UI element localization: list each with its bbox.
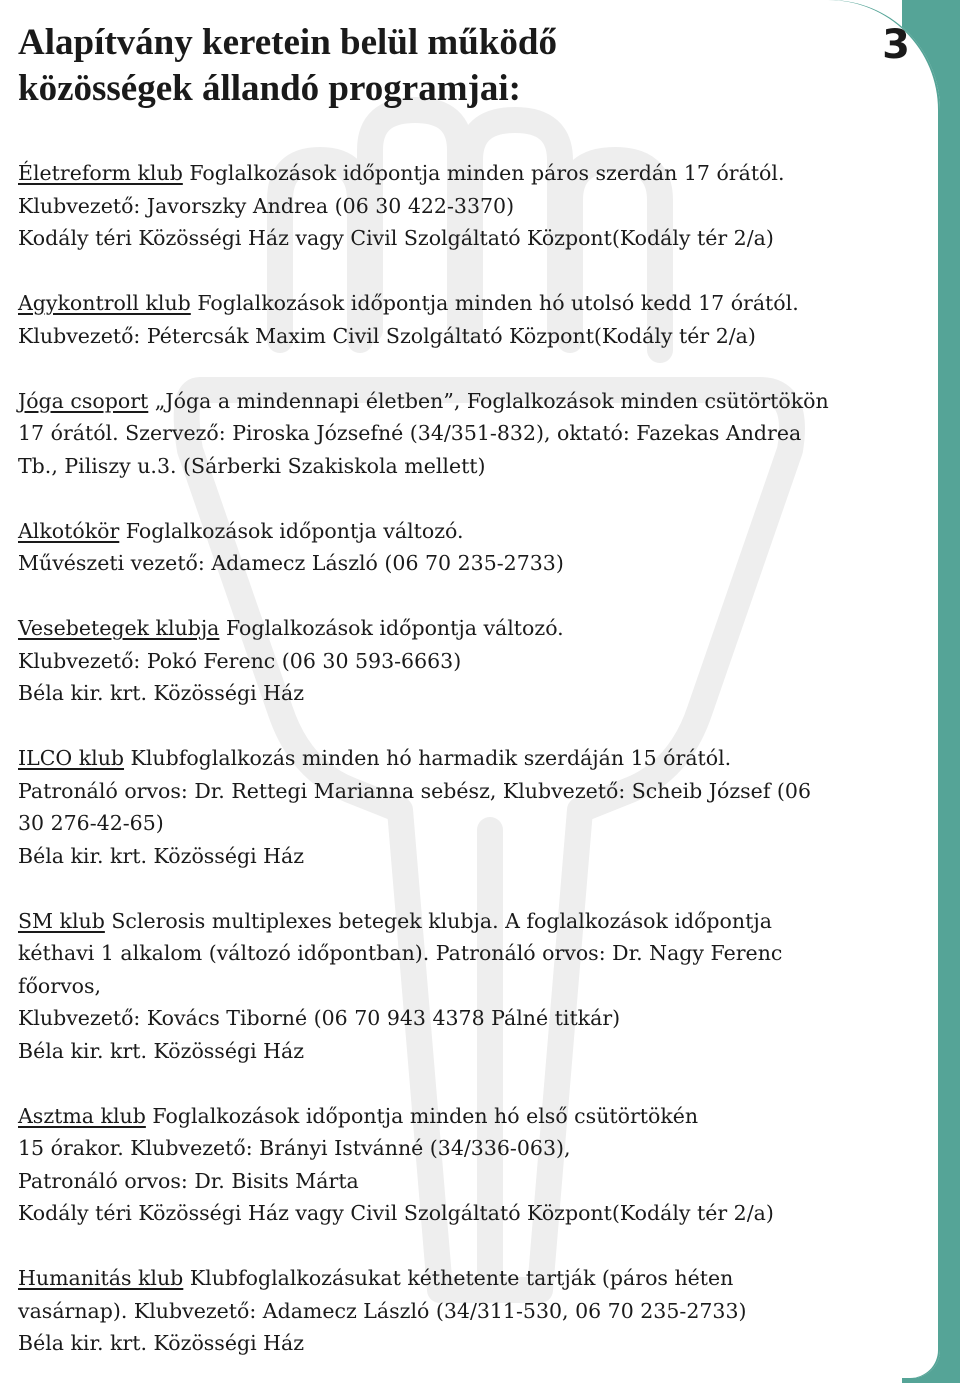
club-entry xyxy=(18,905,930,1068)
club-text: Klubfoglalkozás minden hó harmadik szerdáján 15 órától. xyxy=(124,746,732,770)
club-text: „Jóga a mindennapi életben”, Foglalkozások minden csütörtökön xyxy=(148,388,829,413)
club-line xyxy=(18,450,930,483)
club-line xyxy=(18,1262,930,1295)
club-text: Béla kir. krt. Közösségi Ház xyxy=(18,1038,305,1063)
club-line xyxy=(18,970,930,1003)
club-line xyxy=(18,1165,930,1198)
page-title xyxy=(18,20,778,112)
club-line xyxy=(18,905,930,938)
club-line xyxy=(18,742,930,775)
club-name: Agykontroll klub xyxy=(18,291,191,315)
club-line xyxy=(18,840,930,873)
club-text: 30 276-42-65) xyxy=(18,811,164,835)
club-text: Foglalkozások időpontja változó. xyxy=(219,616,564,640)
club-line xyxy=(18,937,930,970)
club-name: ILCO klub xyxy=(18,746,125,770)
club-list xyxy=(18,157,930,1392)
club-line xyxy=(18,807,930,840)
club-name: Vesebetegek klubja xyxy=(18,616,220,640)
club-line xyxy=(18,677,930,710)
club-text: főorvos, xyxy=(18,973,102,998)
club-line xyxy=(18,1132,930,1165)
club-name: Humanitás klub xyxy=(18,1266,184,1290)
club-text: Foglalkozások időpontja minden hó első csütörtökén xyxy=(145,1103,699,1128)
title-line-2: közösségek állandó programjai: xyxy=(18,68,521,109)
club-line xyxy=(18,645,930,678)
club-entry xyxy=(18,287,930,352)
club-entry xyxy=(18,157,930,255)
club-text: Foglalkozások időpontja változó. xyxy=(119,518,464,543)
club-name: SM klub xyxy=(18,908,105,933)
club-entry xyxy=(18,742,930,872)
title-line-1: Alapítvány keretein belül működő xyxy=(18,22,557,63)
club-name: Jóga csoport xyxy=(18,388,149,413)
club-text: Sclerosis multiplexes betegek klubja. A foglalkozások időpontja xyxy=(104,908,772,933)
club-name: Alkotókör xyxy=(18,518,120,543)
club-line xyxy=(18,385,930,418)
club-text: vasárnap). Klubvezető: Adamecz László (34/311-530, 06 70 235-2733) xyxy=(18,1298,747,1323)
club-line xyxy=(18,1035,930,1068)
club-text: Tb., Piliszy u.3. (Sárberki Szakiskola mellett) xyxy=(18,453,486,478)
club-line xyxy=(18,1327,930,1360)
club-text: Kodály téri Közösségi Ház vagy Civil Szolgáltató Központ(Kodály tér 2/a) xyxy=(18,226,774,250)
club-text: Klubvezető: Kovács Tiborné (06 70 943 4378 Pálné titkár) xyxy=(18,1006,621,1030)
club-text: Foglalkozások időpontja minden páros szerdán 17 órától. xyxy=(182,161,785,185)
club-line xyxy=(18,320,930,353)
club-line xyxy=(18,612,930,645)
club-text: 15 órakor. Klubvezető: Brányi Istvánné (34/336-063), xyxy=(18,1136,571,1160)
club-text: Béla kir. krt. Közösségi Ház xyxy=(18,1331,305,1355)
club-line xyxy=(18,1197,930,1230)
club-line xyxy=(18,157,930,190)
club-line xyxy=(18,1002,930,1035)
club-name: Életreform klub xyxy=(18,161,183,185)
club-text: Klubvezető: Pétercsák Maxim Civil Szolgáltató Központ(Kodály tér 2/a) xyxy=(18,323,756,348)
page-number: 3 xyxy=(882,22,910,68)
club-text: Klubvezető: Javorszky Andrea (06 30 422-3370) xyxy=(18,193,515,218)
club-entry xyxy=(18,515,930,580)
club-text: Kodály téri Közösségi Ház vagy Civil Szolgáltató Központ(Kodály tér 2/a) xyxy=(18,1201,774,1225)
club-line xyxy=(18,515,930,548)
club-entry xyxy=(18,612,930,710)
club-name: Asztma klub xyxy=(18,1103,146,1128)
club-line xyxy=(18,547,930,580)
club-line xyxy=(18,1100,930,1133)
club-entry xyxy=(18,385,930,483)
club-text: 17 órától. Szervező: Piroska Józsefné (34/351-832), oktató: Fazekas Andrea xyxy=(18,421,802,445)
club-line xyxy=(18,287,930,320)
club-text: Béla kir. krt. Közösségi Ház xyxy=(18,681,305,705)
club-line xyxy=(18,222,930,255)
club-text: Béla kir. krt. Közösségi Ház xyxy=(18,843,305,868)
club-line xyxy=(18,417,930,450)
club-text: Patronáló orvos: Dr. Bisits Márta xyxy=(18,1168,359,1193)
club-text: Klubvezető: Pokó Ferenc (06 30 593-6663) xyxy=(18,648,462,673)
club-entry xyxy=(18,1262,930,1360)
club-line xyxy=(18,190,930,223)
club-line xyxy=(18,775,930,808)
club-line xyxy=(18,1295,930,1328)
club-text: Patronáló orvos: Dr. Rettegi Marianna sebész, Klubvezető: Scheib József (06 xyxy=(18,778,812,803)
club-text: kéthavi 1 alkalom (változó időpontban). Patronáló orvos: Dr. Nagy Ferenc xyxy=(18,941,783,965)
club-text: Klubfoglalkozásukat kéthetente tartják (páros héten xyxy=(183,1266,734,1290)
club-text: Művészeti vezető: Adamecz László (06 70 235-2733) xyxy=(18,551,564,575)
club-entry xyxy=(18,1100,930,1230)
club-text: Foglalkozások időpontja minden hó utolsó kedd 17 órától. xyxy=(190,291,799,315)
